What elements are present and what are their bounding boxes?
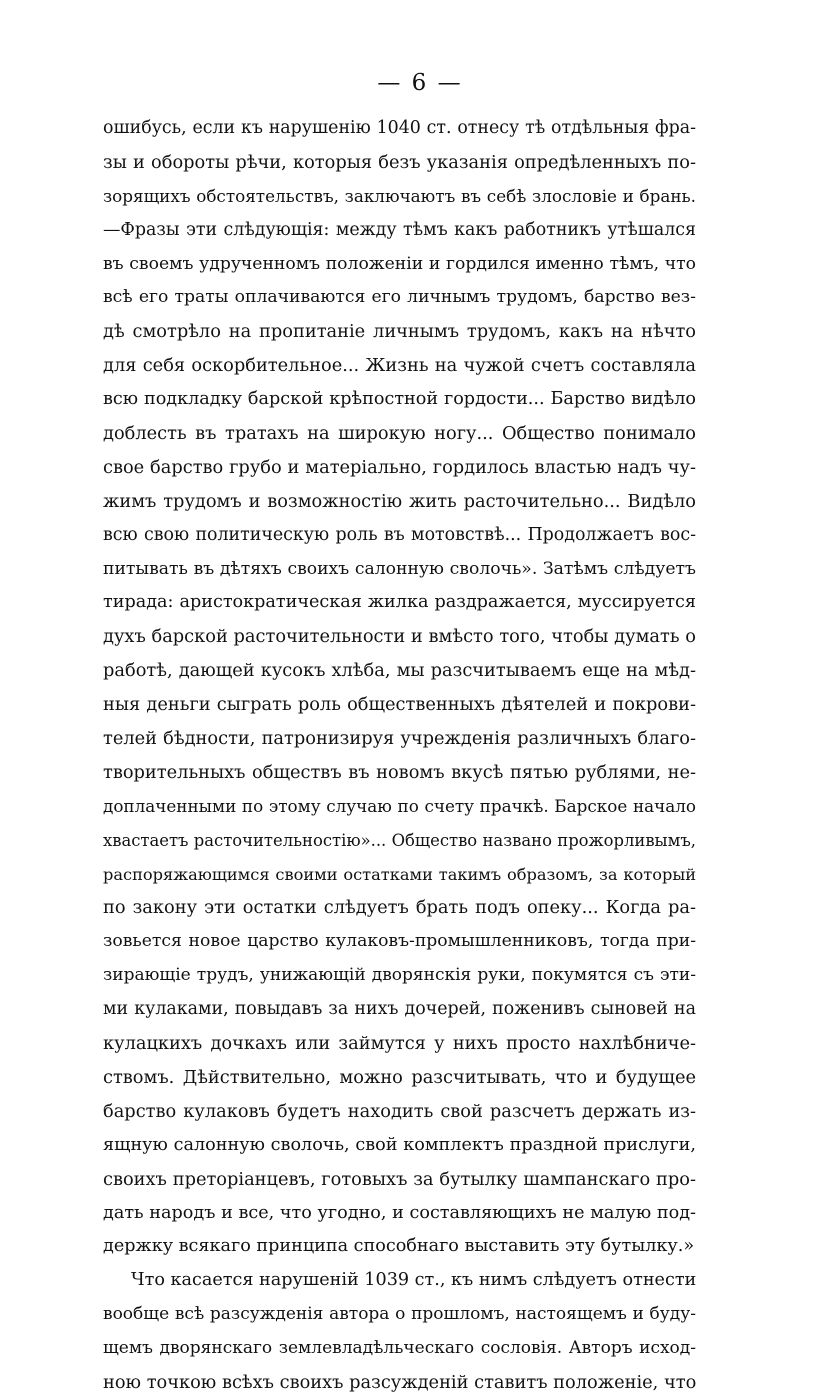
text-line: творительныхъ обществъ въ новомъ вкусѣ пятью рублями, не-: [103, 761, 696, 783]
page-number: — 6 —: [377, 70, 463, 96]
text-line: питывать въ дѣтяхъ своихъ салонную сволочь». Затѣмъ слѣдуетъ: [103, 558, 696, 579]
text-line: всю подкладку барской крѣпостной гордости... Барство видѣло: [103, 389, 696, 410]
text-line: доблесть въ тратахъ на широкую ногу... Общество понимало: [103, 423, 696, 445]
text-line: вообще всѣ разсужденія автора о прошломъ, настоящемъ и буду-: [103, 1304, 696, 1325]
text-line: Что касается нарушеній 1039 ст., къ нимъ слѣдуетъ отнести: [131, 1270, 696, 1291]
text-line: телей бѣдности, патронизируя учрежденія различныхъ благо-: [103, 728, 696, 750]
text-line: своихъ преторіанцевъ, готовыхъ за бутылку шампанскаго про-: [103, 1168, 696, 1190]
text-line: хвастаетъ расточительностію»... Общество названо прожорливымъ,: [103, 830, 696, 850]
text-line: дѣ смотрѣло на пропитаніе личнымъ трудомъ, какъ на нѣчто: [103, 321, 696, 343]
text-line: кулацкихъ дочкахъ или займутся у нихъ просто нахлѣбниче-: [103, 1033, 696, 1055]
text-line: ми кулаками, повыдавъ за нихъ дочерей, поженивъ сыновей на: [103, 999, 696, 1020]
text-line: зы и обороты рѣчи, которыя безъ указанія опредѣленныхъ по-: [103, 151, 696, 173]
text-line: барство кулаковъ будетъ находить свой разсчетъ держать из-: [103, 1100, 696, 1122]
text-line: по закону эти остатки слѣдуетъ брать подъ опеку... Когда ра-: [103, 897, 696, 919]
text-line: держку всякаго принципа способнаго выставить эту бутылку.»: [103, 1236, 695, 1257]
text-line: —Фразы эти слѣдующія: между тѣмъ какъ работникъ утѣшался: [103, 219, 696, 240]
text-line: ныя деньги сыграть роль общественныхъ дѣятелей и покрови-: [103, 694, 696, 716]
text-line: распоряжающимся своими остатками такимъ образомъ, за который: [103, 864, 696, 884]
text-line: ящную салонную сволочь, свой комплектъ праздной прислуги,: [103, 1134, 696, 1155]
text-line: жимъ трудомъ и возможностію жить расточительно... Видѣло: [103, 490, 696, 512]
text-line: всѣ его траты оплачиваются его личнымъ трудомъ, барство вез-: [103, 287, 696, 308]
text-line: духъ барской расточительности и вмѣсто того, чтобы думать о: [103, 626, 696, 648]
text-line: свое барство грубо и матеріально, гордилось властью надъ чу-: [103, 456, 696, 478]
text-line: въ своемъ удрученномъ положеніи и гордился именно тѣмъ, что: [103, 253, 696, 274]
text-line: доплаченными по этому случаю по счету прачкѣ. Барское начало: [103, 795, 696, 816]
text-line: ошибусь, если къ нарушенію 1040 ст. отнесу тѣ отдѣльныя фра-: [103, 118, 696, 138]
text-line: для себя оскорбительное... Жизнь на чужой счетъ составляла: [103, 355, 696, 377]
text-line: работѣ, дающей кусокъ хлѣба, мы разсчитываемъ еще на мѣд-: [103, 660, 696, 682]
text-line: зирающіе трудъ, унижающій дворянскія руки, покумятся съ эти-: [103, 965, 696, 986]
text-line: всю свою политическую роль въ мотовствѣ... Продолжаетъ вос-: [103, 524, 696, 545]
text-line: тирада: аристократическая жилка раздражается, муссируется: [103, 592, 696, 613]
text-line: зовьется новое царство кулаковъ-промышленниковъ, тогда при-: [103, 931, 696, 952]
body-text: [103, 112, 696, 1400]
text-line: дать народъ и все, что угодно, и составляющихъ не малую под-: [103, 1202, 696, 1223]
text-line: ствомъ. Дѣйствительно, можно разсчитывать, что и будущее: [103, 1066, 696, 1088]
text-line: зорящихъ обстоятельствъ, заключаютъ въ себѣ злословіе и брань.: [103, 185, 696, 206]
text-line: щемъ дворянскаго землевладѣльческаго сословія. Авторъ исход-: [103, 1338, 696, 1359]
text-line: ною точкою всѣхъ своихъ разсужденій ставитъ положеніе, что: [103, 1371, 696, 1393]
